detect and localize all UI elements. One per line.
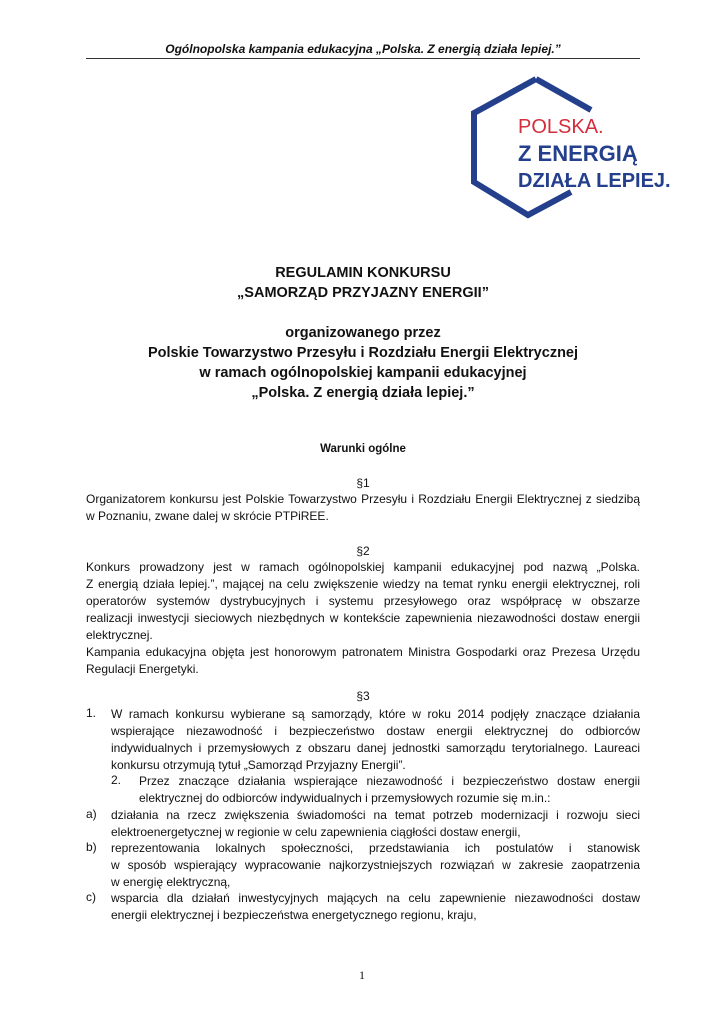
logo-hexagon-outline-right bbox=[536, 79, 591, 110]
list-marker: 2. bbox=[111, 773, 122, 787]
text-line: w sposób wspierający wypracowanie najkorzystniejszych rozwiązań w zakresie zaopatrzenia bbox=[111, 858, 640, 872]
list-marker: b) bbox=[86, 840, 97, 854]
page-number: 1 bbox=[359, 968, 365, 982]
title-line: REGULAMIN KONKURSU bbox=[275, 265, 451, 281]
text-line: realizacji inwestycji sieciowych niezbędnych w kontekście zapewnienia niezawodności dostaw energii bbox=[86, 611, 640, 625]
title-line: „SAMORZĄD PRZYJAZNY ENERGII” bbox=[237, 285, 489, 301]
text-line: Kampania edukacyjna objęta jest honorowym patronatem Ministra Gospodarki oraz Prezesa Urzędu bbox=[86, 645, 640, 659]
text-line: Konkurs prowadzony jest w ramach ogólnopolskiej kampanii edukacyjnej pod nazwą „Polska. bbox=[86, 560, 640, 574]
logo-line2: Z ENERGIĄ bbox=[518, 141, 638, 166]
campaign-logo bbox=[466, 76, 696, 221]
text-line: indywidualnych i przemysłowych z obszaru danej jednostki samorządu terytorialnego. Laureaci bbox=[111, 741, 640, 755]
list-item-2 bbox=[139, 773, 640, 807]
text-line: Organizatorem konkursu jest Polskie Towarzystwo Przesyłu i Rozdziału Energii Elektrycznej z siedzibą bbox=[86, 492, 640, 506]
text-line: reprezentowania lokalnych społeczności, przedstawiania ich postulatów i stanowisk bbox=[111, 841, 640, 855]
paragraph-1-text bbox=[86, 491, 640, 525]
paragraph-number: §2 bbox=[356, 544, 370, 558]
text-line: wsparcia dla działań inwestycyjnych mających na celu zapewnienie niezawodności dostaw bbox=[111, 891, 640, 905]
paragraph-number: §1 bbox=[356, 476, 370, 490]
subtitle-line: organizowanego przez bbox=[285, 325, 441, 341]
text-line: Z energią działa lepiej.”, mającej na celu zwiększenie wiedzy na temat rynku energii elektrycznej, roli bbox=[86, 577, 640, 591]
list-marker: c) bbox=[86, 890, 96, 904]
text-line: energii elektrycznej i bezpieczeństwa energetycznego regionu, kraju, bbox=[111, 908, 477, 922]
text-line: Przez znaczące działania wspierające niezawodność i bezpieczeństwo dostaw energii bbox=[139, 774, 640, 788]
text-line: W ramach konkursu wybierane są samorządy, które w roku 2014 podjęły znaczące działania bbox=[111, 707, 640, 721]
text-line: elektroenergetycznej w regionie w celu zapewnienia ciągłości dostaw energii, bbox=[111, 825, 521, 839]
list-item-1 bbox=[111, 706, 640, 774]
subtitle-line: Polskie Towarzystwo Przesyłu i Rozdziału Energii Elektrycznej bbox=[147, 345, 579, 361]
running-header: Ogólnopolska kampania edukacyjna „Polska. Z energią działa lepiej.” bbox=[165, 42, 561, 56]
header-divider bbox=[86, 58, 640, 59]
list-marker: 1. bbox=[86, 706, 97, 720]
text-line: elektrycznej do odbiorców indywidualnych i przemysłowych rozumie się m.in.: bbox=[139, 791, 551, 805]
logo-line3: DZIAŁA LEPIEJ. bbox=[518, 170, 671, 192]
subtitle-line: w ramach ogólnopolskiej kampanii edukacyjnej bbox=[199, 365, 527, 381]
text-line: wspierające niezawodność i bezpieczeństwo dostaw energii elektrycznej do odbiorców bbox=[111, 724, 640, 738]
paragraph-2-text bbox=[86, 559, 640, 678]
list-item-a bbox=[111, 807, 640, 841]
list-item-c bbox=[111, 890, 640, 924]
list-item-b bbox=[111, 840, 640, 891]
subtitle-line: „Polska. Z energią działa lepiej.” bbox=[251, 385, 475, 401]
section-heading: Warunki ogólne bbox=[320, 443, 406, 455]
document-subtitle bbox=[86, 323, 640, 403]
text-line: elektrycznej. bbox=[86, 628, 153, 642]
paragraph-number: §3 bbox=[356, 689, 370, 703]
text-line: Regulacji Energetyki. bbox=[86, 662, 199, 676]
list-marker: a) bbox=[86, 807, 97, 821]
text-line: w Poznaniu, zwane dalej w skrócie PTPiREE. bbox=[86, 509, 329, 523]
text-line: operatorów systemów dystrybucyjnych i systemu przesyłowego oraz współpracę w obszarze bbox=[86, 594, 640, 608]
text-line: w energię elektryczną, bbox=[111, 875, 231, 889]
logo-line1: POLSKA. bbox=[518, 116, 604, 138]
document-title bbox=[86, 263, 640, 303]
campaign-logo-graphic bbox=[466, 76, 696, 221]
text-line: działania na rzecz zwiększenia świadomości na temat potrzeb modernizacji i rozwoju sieci bbox=[111, 808, 640, 822]
text-line: konkursu otrzymują tytuł „Samorząd Przyjazny Energii”. bbox=[111, 758, 406, 772]
